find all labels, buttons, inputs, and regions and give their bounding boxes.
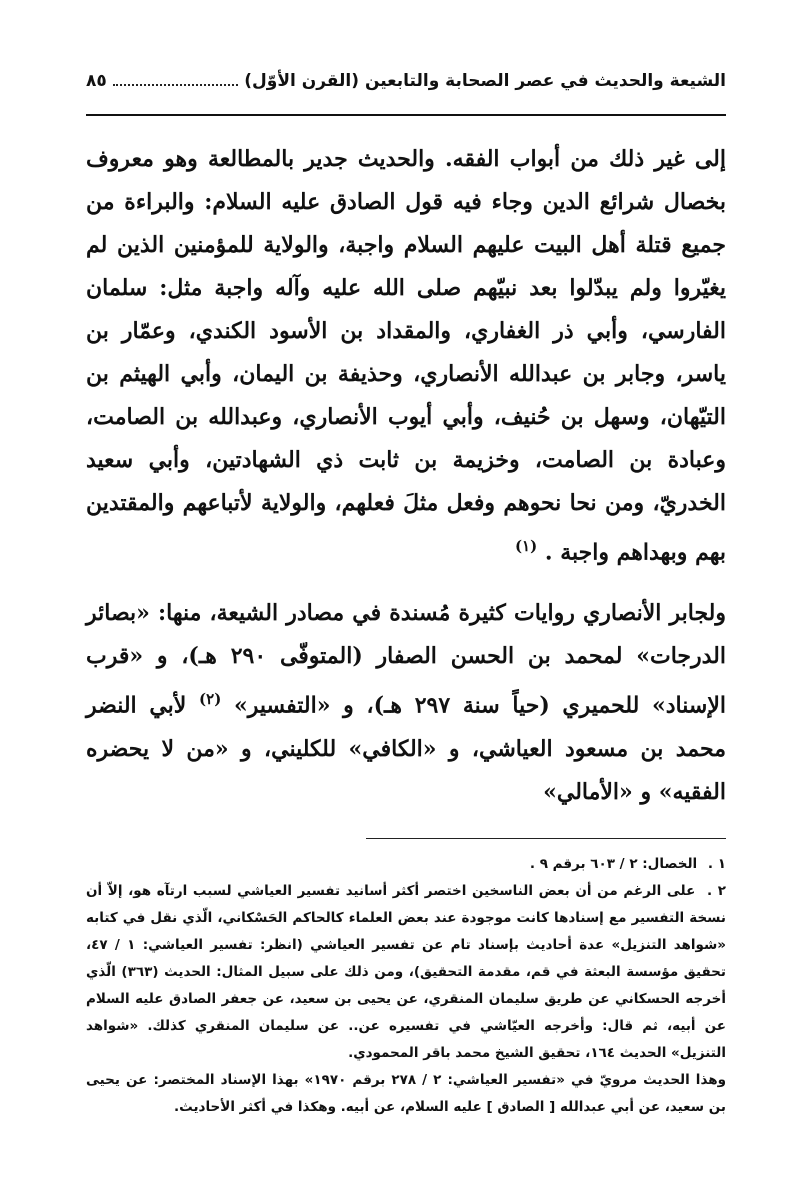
paragraph-2-text-b: لأبي النضر محمد بن مسعود العياشي، و «الكافي» للكليني، و «من لا يحضره الفقيه» و «الأمالي» bbox=[86, 692, 726, 805]
footnote-2-continuation: وهذا الحديث مرويّ في «تفسير العياشي: ٢ / ٢٧٨ برقم ١٩٧٠» بهذا الإسناد المختصر: عن يحيى بن سعيد، عن أبي عبدالله [ الصادق ] عليه السلام، عن أبيه. وهكذا في أكثر الأحاديث. bbox=[86, 1071, 726, 1115]
leader-dots bbox=[113, 70, 238, 86]
footnote-1-number: ١ . bbox=[707, 855, 726, 872]
paragraph-2-text-a: ولجابر الأنصاري روايات كثيرة مُسندة في مصادر الشيعة، منها: «بصائر الدرجات» لمحمد بن الحسن الصفار (المتوفّى ٢٩٠ هـ)، و «قرب الإسناد» للحميري (حياً سنة ٢٩٧ هـ)، و «التفسير» bbox=[86, 600, 726, 719]
footnote-1 bbox=[86, 851, 726, 878]
footnote-marker-1: (١) bbox=[514, 537, 538, 555]
paragraph-1 bbox=[86, 138, 726, 574]
main-text bbox=[86, 138, 726, 814]
footnote-separator bbox=[366, 838, 726, 839]
running-title: الشيعة والحديث في عصر الصحابة والتابعين (القرن الأوّل) bbox=[244, 71, 726, 91]
paragraph-2 bbox=[86, 592, 726, 813]
page-number: ٨٥ bbox=[86, 71, 107, 91]
header-rule bbox=[86, 114, 726, 116]
paragraph-1-text: إلى غير ذلك من أبواب الفقه. والحديث جدير بالمطالعة وهو معروف بخصال شرائع الدين وجاء فيه قول الصادق عليه السلام: والبراءة من جميع قتلة أهل البيت عليهم السلام واجبة، والولاية للمؤمنين الذين لم يغيّروا ولم يبدّلوا بعد نبيّهم صلى الله عليه وآله واجبة مثل: سلمان الفارسي، وأبي ذر الغفاري، والمقداد بن الأسود الكندي، وعمّار بن ياسر، وجابر بن عبدالله الأنصاري، وحذيفة بن اليمان، وأبي الهيثم بن التيّهان، وسهل بن حُنيف، وأبي أيوب الأنصاري، وعبدالله بن الصامت، وعبادة بن الصامت، وخزيمة بن ثابت ذي الشهادتين، وأبي سعيد الخدريّ، ومن نحا نحوهم وفعل مثلَ فعلهم، والولاية لأتباعهم والمقتدين بهم وبهداهم واجبة . bbox=[86, 146, 727, 566]
book-page bbox=[86, 70, 726, 1121]
footnote-2-number: ٢ . bbox=[706, 882, 726, 899]
footnote-1-text: الخصال: ٢ / ٦٠٣ برقم ٩ . bbox=[529, 855, 698, 872]
running-header bbox=[86, 70, 726, 110]
footnote-2 bbox=[86, 878, 726, 1067]
footnotes bbox=[86, 851, 726, 1121]
footnote-2-text: على الرغم من أن بعض الناسخين اختصر أكثر أسانيد تفسير العياشي لسبب ارتآه هو، إلاّ أن نسخة التفسير مع إسنادها كانت موجودة عند بعض العلماء كالحاكم الحَسْكاني، الّذي نقل في كتابه «شواهد التنزيل» عدة أحاديث بإسناد تام عن تفسير العياشي (انظر: تفسير العياشي: ١ / ٤٧، تحقيق مؤسسة البعثة في قم، مقدمة التحقيق)، ومن ذلك على سبيل المثال: الحديث (٣٦٣) الّذي أخرجه الحسكاني عن طريق سليمان المنقري، عن يحيى بن سعيد، عن جعفر الصادق عليه السلام عن أبيه، ثم قال: وأخرجه العيّاشي في تفسيره عن.. عن سليمان المنقري كذلك. «شواهد التنزيل» الحديث ١٦٤، تحقيق الشيخ محمد باقر المحمودي. bbox=[86, 882, 726, 1061]
footnote-marker-2: (٢) bbox=[199, 690, 222, 709]
